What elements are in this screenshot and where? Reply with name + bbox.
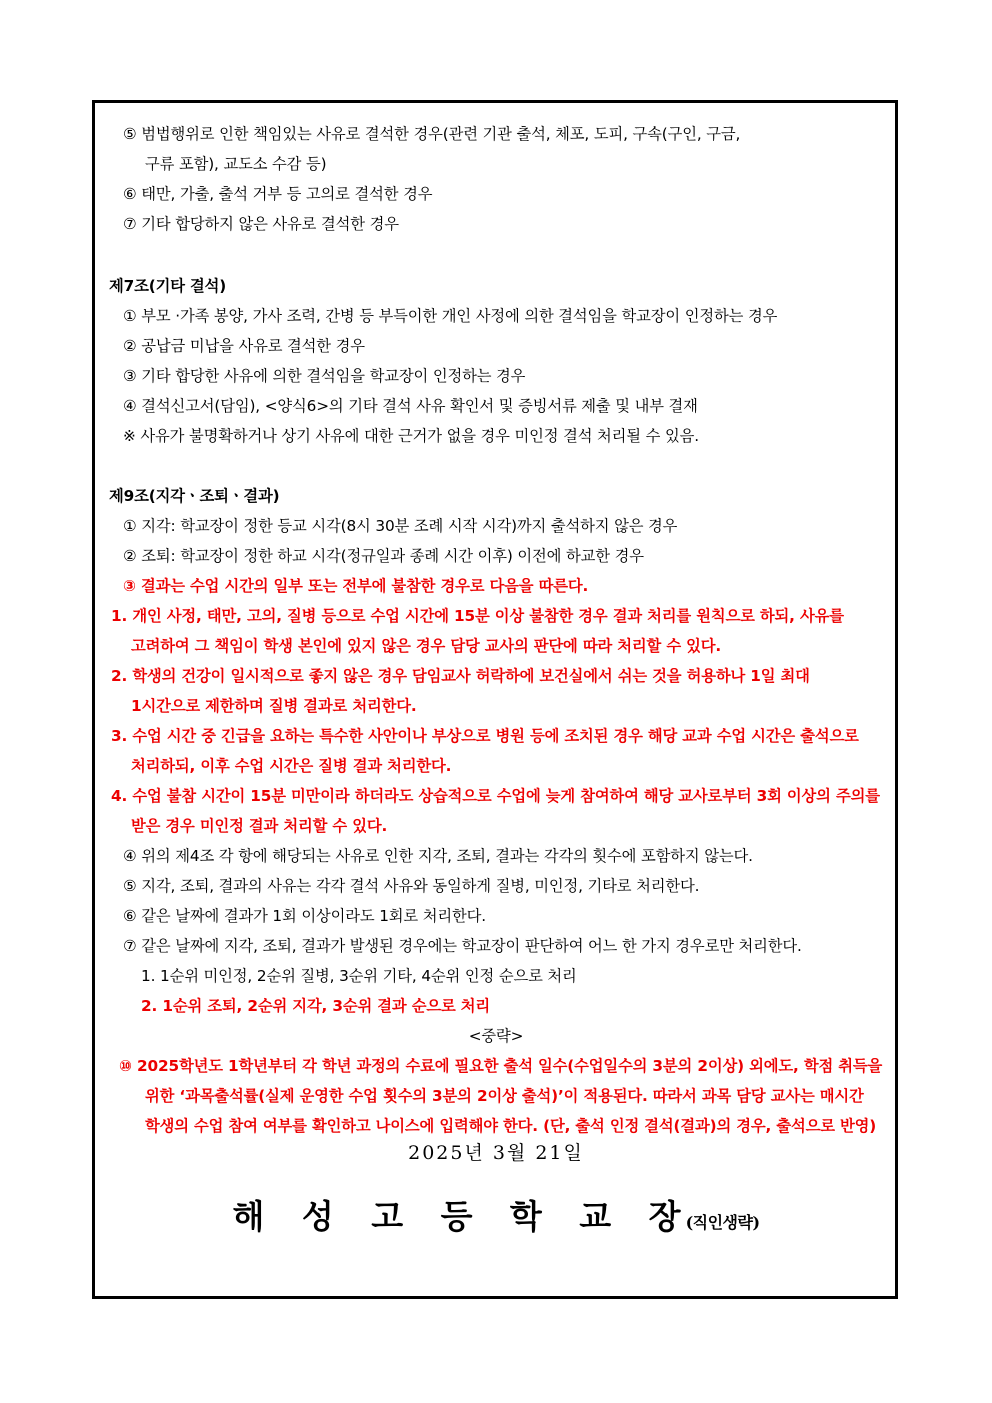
signature-block — [109, 1138, 883, 1238]
article-7-item-4: ④ 결석신고서(담임), <양식6>의 기타 결석 사유 확인서 및 증빙서류 제출 및 내부 결재 — [123, 397, 698, 415]
section-spacer-2 — [109, 451, 883, 479]
article-7-note: ※ 사유가 불명확하거나 상기 사유에 대한 근거가 없을 경우 미인정 결석 처리될 수 있음. — [123, 427, 699, 445]
signature-name-row — [109, 1191, 883, 1238]
article-9-item-10: ⑩ 2025학년도 1학년부터 각 학년 과정의 수료에 필요한 출석 일수(수업일수의 3분의 2이상) 외에도, 학점 취득을 위한 ‘과목출석률(실제 운영한 수업 횟수의 3분의 2이상 출석)’이 적용된다. 따라서 과목 담당 교사는 매시간 학생의 수업 참여 여부를 확인하고 나이스에 입력해야 한다. (단, 출석 인정 결석(결과)의 경우, 출석으로 반영) — [119, 1057, 883, 1135]
article-9-heading: 제9조(지각ㆍ조퇴ㆍ결과) — [109, 487, 280, 505]
clause-item-6: ⑥ 태만, 가출, 출석 거부 등 고의로 결석한 경우 — [123, 185, 433, 203]
article-7-item-3: ③ 기타 합당한 사유에 의한 결석임을 학교장이 인정하는 경우 — [123, 367, 526, 385]
section-spacer — [109, 239, 883, 269]
school-principal-title: 해 성 고 등 학 교 장 — [232, 1197, 694, 1236]
article-7-item-2: ② 공납금 미납을 사유로 결석한 경우 — [123, 337, 365, 355]
article-9-rule-3: 3. 수업 시간 중 긴급을 요하는 특수한 사안이나 부상으로 병원 등에 조치된 경우 해당 교과 수업 시간은 출석으로 처리하되, 이후 수업 시간은 질병 결과 처리한다. — [111, 727, 859, 775]
article-9-item-4: ④ 위의 제4조 각 항에 해당되는 사유로 인한 지각, 조퇴, 결과는 각각의 횟수에 포함하지 않는다. — [123, 847, 753, 865]
article-9-item-3: ③ 결과는 수업 시간의 일부 또는 전부에 불참한 경우로 다음을 따른다. — [123, 577, 589, 595]
document-border-frame — [92, 100, 898, 1299]
article-9-rule-4: 4. 수업 불참 시간이 15분 미만이라 하더라도 상습적으로 수업에 늦게 참여하여 해당 교사로부터 3회 이상의 주의를 받은 경우 미인정 결과 처리할 수 있다. — [111, 787, 880, 835]
article-9-rule-1: 1. 개인 사정, 태만, 고의, 질병 등으로 수업 시간에 15분 이상 불참한 경우 결과 처리를 원칙으로 하되, 사유를 고려하여 그 책임이 학생 본인에 있지 않은 경우 담당 교사의 판단에 따라 처리할 수 있다. — [111, 607, 844, 655]
omission-marker: <중략> — [468, 1027, 524, 1045]
article-9-item-1: ① 지각: 학교장이 정한 등교 시각(8시 30분 조례 시작 시각)까지 출석하지 않은 경우 — [123, 517, 678, 535]
article-9-item-5: ⑤ 지각, 조퇴, 결과의 사유는 각각 결석 사유와 동일하게 질병, 미인정, 기타로 처리한다. — [123, 877, 700, 895]
seal-omitted-note: (직인생략) — [685, 1213, 760, 1232]
article-9-item-6: ⑥ 같은 날짜에 결과가 1회 이상이라도 1회로 처리한다. — [123, 907, 486, 925]
article-7-item-1: ① 부모 ·가족 봉양, 가사 조력, 간병 등 부득이한 개인 사정에 의한 결석임을 학교장이 인정하는 경우 — [123, 307, 778, 325]
clause-item-7: ⑦ 기타 합당하지 않은 사유로 결석한 경우 — [123, 215, 399, 233]
document-body — [109, 119, 883, 1141]
article-9-priority-1: 1. 1순위 미인정, 2순위 질병, 3순위 기타, 4순위 인정 순으로 처리 — [141, 967, 577, 985]
clause-item-5: ⑤ 범법행위로 인한 책임있는 사유로 결석한 경우(관련 기관 출석, 체포, 도피, 구속(구인, 구금, — [123, 125, 741, 143]
signature-date: 2025년 3월 21일 — [408, 1142, 584, 1164]
article-7-heading: 제7조(기타 결석) — [109, 277, 227, 295]
article-9-priority-2: 2. 1순위 조퇴, 2순위 지각, 3순위 결과 순으로 처리 — [141, 997, 491, 1015]
clause-item-5-continued: 구류 포함), 교도소 수감 등) — [145, 155, 327, 173]
article-9-item-2: ② 조퇴: 학교장이 정한 하교 시각(정규일과 종례 시간 이후) 이전에 하교한 경우 — [123, 547, 644, 565]
article-9-rule-2: 2. 학생의 건강이 일시적으로 좋지 않은 경우 담임교사 허락하에 보건실에서 쉬는 것을 허용하나 1일 최대 1시간으로 제한하며 질병 결과로 처리한다. — [111, 667, 810, 715]
article-9-item-7: ⑦ 같은 날짜에 지각, 조퇴, 결과가 발생된 경우에는 학교장이 판단하여 어느 한 가지 경우로만 처리한다. — [123, 937, 802, 955]
